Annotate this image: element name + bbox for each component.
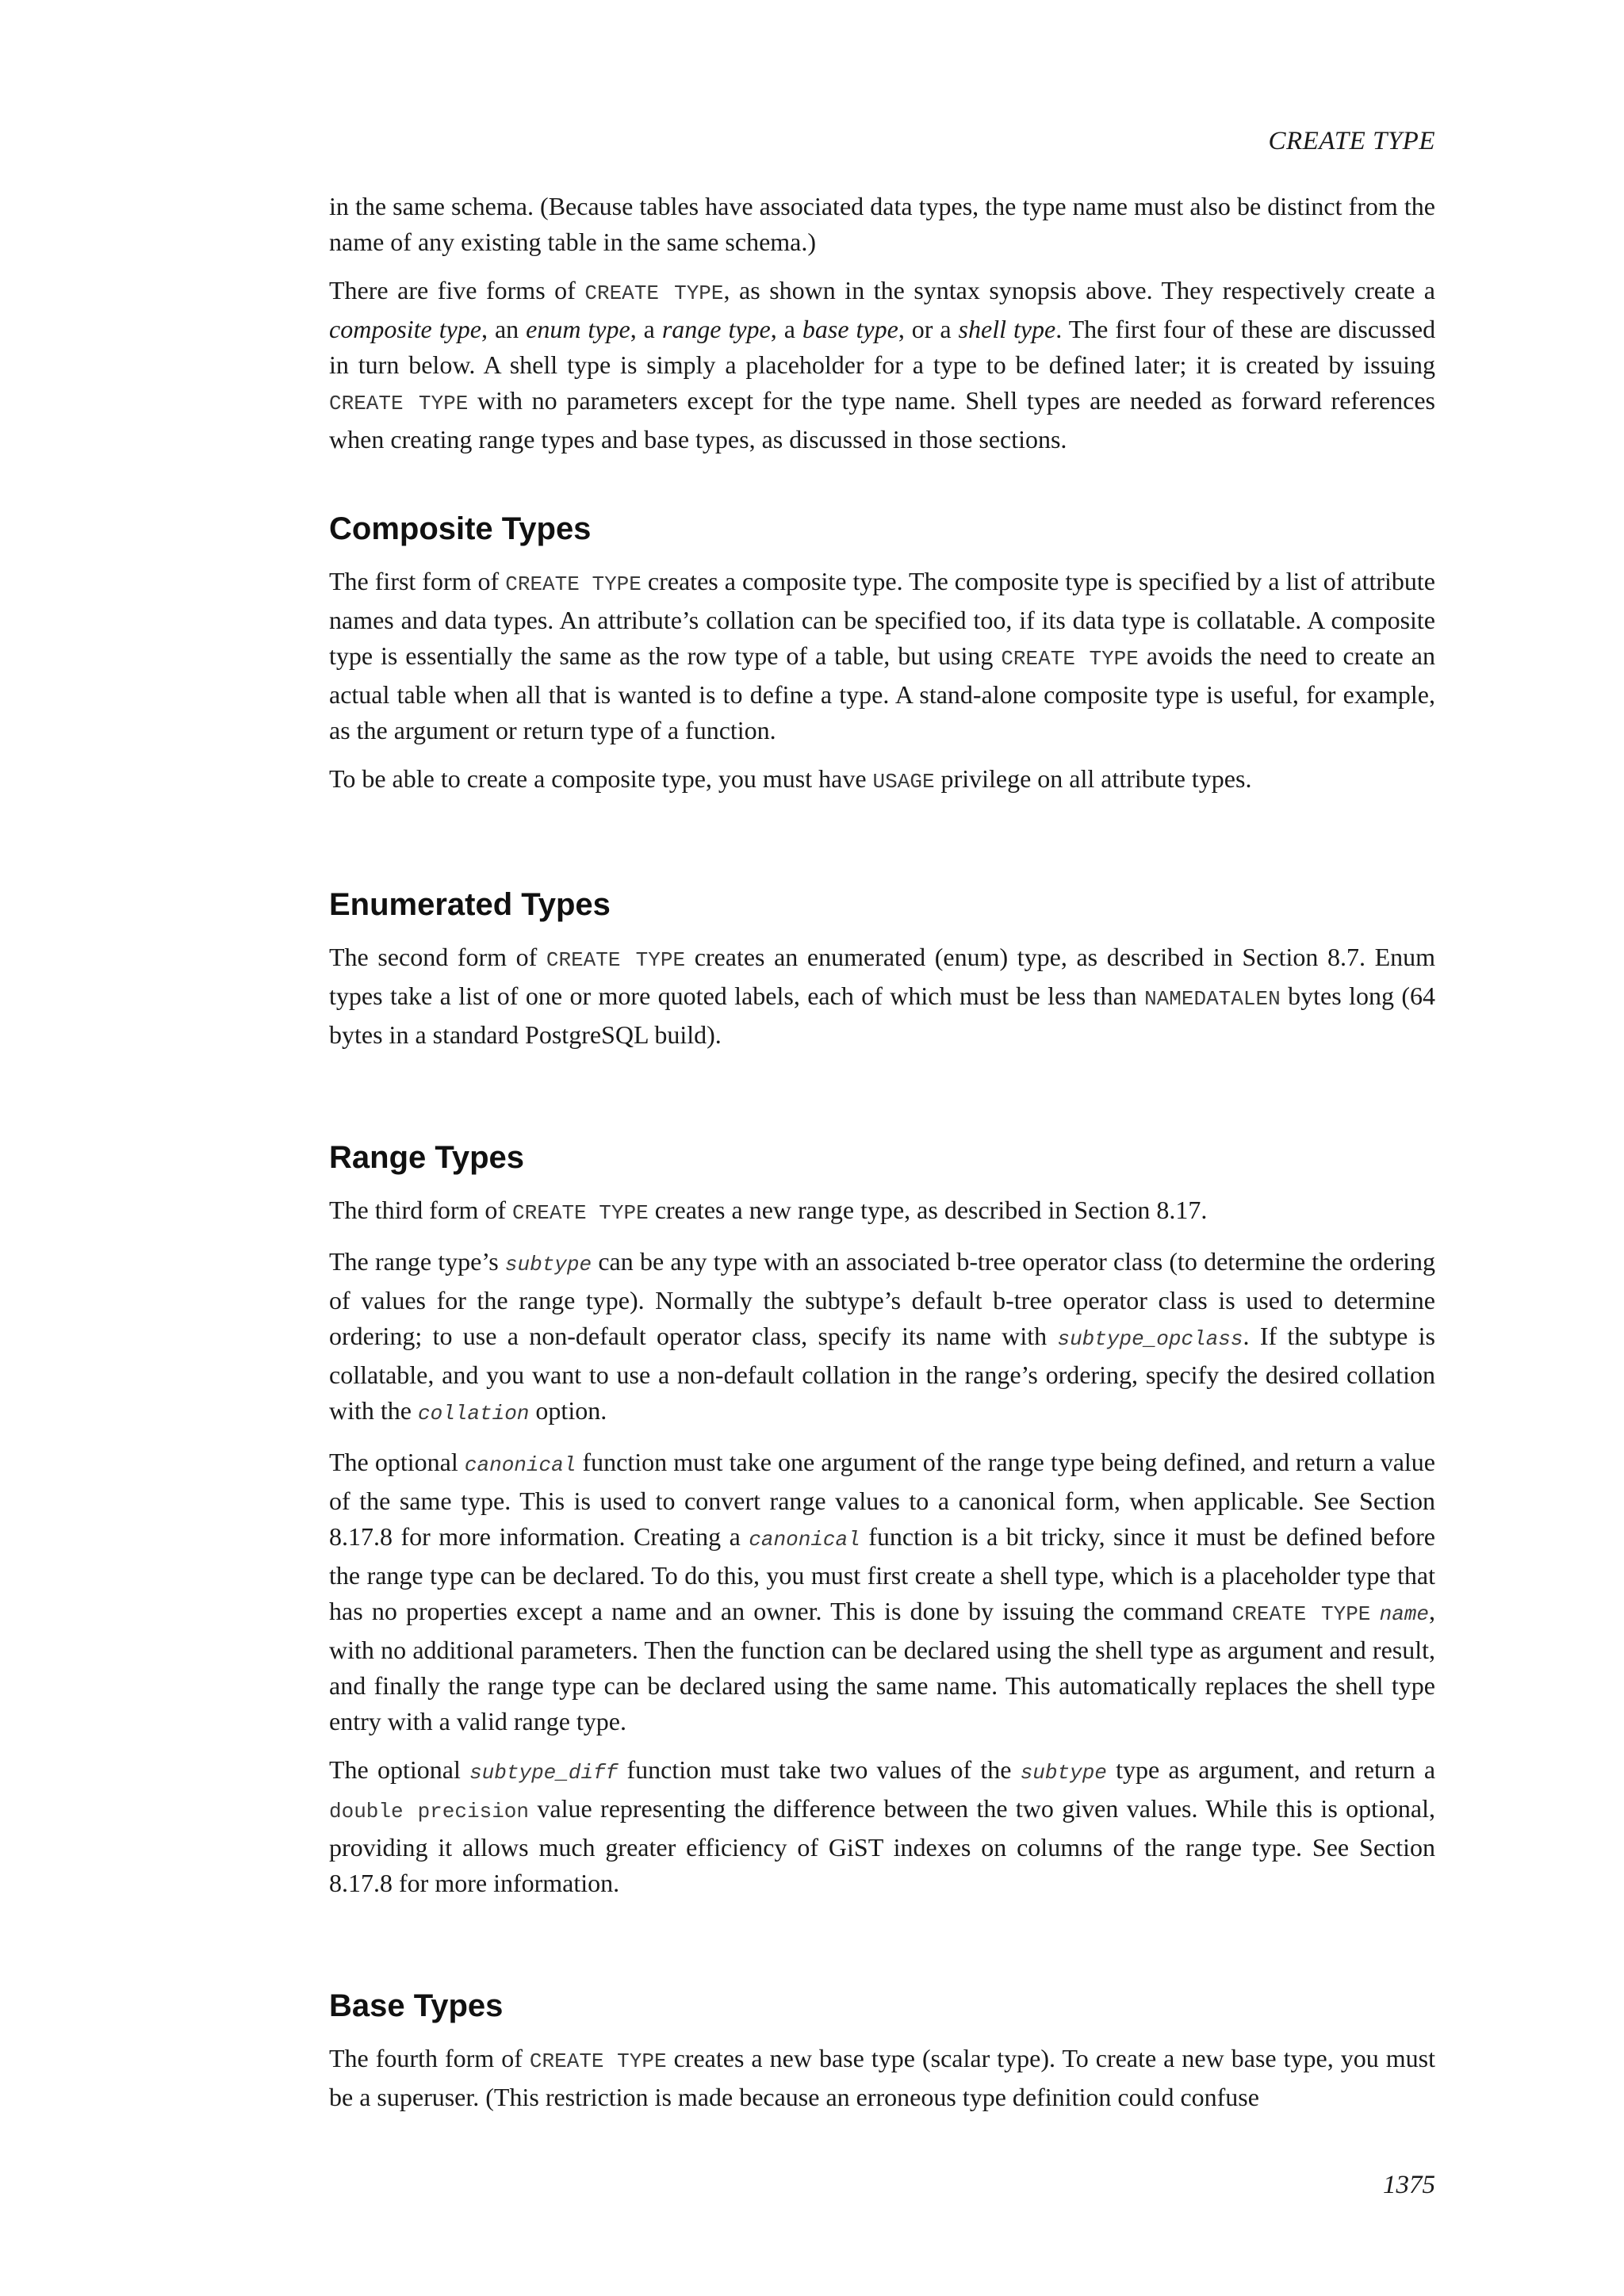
text-run: The first form of	[329, 567, 506, 595]
intro-paragraph-1: in the same schema. (Because tables have associated data types, the type name must also be distinct from the name of any existing table in the same schema.)	[329, 192, 1435, 256]
text-run: can be any type with an associated b-tree operator class (to determine the ordering of values for the range type). Normally the subtype’s default b-tree operator class is used to determine ordering; to use a non-default operator class, specify its name with	[329, 1247, 1436, 1350]
text-run: range type	[661, 315, 771, 343]
param-subtype: subtype	[1020, 1761, 1107, 1785]
text-run: The range type’s	[329, 1247, 505, 1276]
text-run: type as argument, and return a	[1106, 1755, 1436, 1784]
text-run: value representing the difference between the two given values. While this is optional, providing it allows much greater efficiency of GiST indexes on columns of the range type. See Section 8.17.8 for more information.	[329, 1794, 1436, 1897]
text-run: function must take two values of the	[618, 1755, 1021, 1784]
page-number: 1375	[1383, 2171, 1435, 2199]
text-run: The third form of	[329, 1196, 513, 1224]
text-run: . The first four of these are discussed in turn below. A shell type is simply a placeholder for a type to be defined later; it is created by issuing	[329, 315, 1436, 379]
code-create-type: CREATE TYPE	[546, 948, 686, 972]
text-run: avoids the need to create an actual table when all that is wanted is to define a type. A stand-alone composite type is useful, for example, as the argument or return type of a function.	[329, 641, 1435, 744]
text-run: , or a	[898, 315, 959, 343]
text-run: function must take one argument of the range type being defined, and return a value of the same type. This is used to convert range values to a canonical form, when applicable. See Section 8.17.8 for more information. Creating a	[329, 1448, 1436, 1551]
text-run: shell type	[958, 315, 1056, 343]
intro-paragraph-2	[329, 273, 1435, 457]
code-create-type: CREATE TYPE	[529, 2049, 667, 2073]
text-run: option.	[529, 1396, 607, 1425]
code-double-precision: double precision	[329, 1800, 530, 1823]
param-subtype-diff: subtype_diff	[469, 1761, 619, 1785]
text-run: , with no additional parameters. Then the function can be declared using the shell type as argument and result, and finally the range type can be declared using the same name. This automatically replaces the shell type entry with a valid range type.	[329, 1597, 1436, 1735]
running-header: CREATE TYPE	[1268, 127, 1435, 155]
code-create-type: CREATE TYPE	[512, 1201, 649, 1225]
range-paragraph-4	[329, 1752, 1435, 1901]
param-collation: collation	[417, 1402, 530, 1425]
text-run: enum type	[526, 315, 630, 343]
section-heading-range: Range Types	[329, 1140, 524, 1175]
range-paragraph-3	[329, 1445, 1435, 1739]
text-run: , a	[770, 315, 802, 343]
code-namedatalen: NAMEDATALEN	[1144, 987, 1281, 1011]
code-usage: USAGE	[872, 770, 935, 794]
code-create-type: CREATE TYPE	[1001, 647, 1139, 671]
base-paragraph-1	[329, 2041, 1435, 2115]
text-run: , a	[630, 315, 662, 343]
text-run: The second form of	[329, 943, 546, 971]
section-heading-composite: Composite Types	[329, 511, 592, 546]
text-run: There are five forms of	[329, 276, 585, 304]
text-run: creates a composite type. The composite type is specified by a list of attribute names and data types. An attribute’s collation can be specified too, if its data type is collatable. A composite type is essentially the same as the row type of a table, but using	[329, 567, 1436, 670]
text-run: with no parameters except for the type name. Shell types are needed as forward references when creating range types and base types, as discussed in those sections.	[329, 386, 1435, 453]
param-subtype-opclass: subtype_opclass	[1057, 1327, 1243, 1351]
code-create-type: CREATE TYPE	[329, 392, 469, 415]
enumerated-paragraph-1	[329, 939, 1435, 1053]
text-run: composite type	[329, 315, 482, 343]
section-heading-base: Base Types	[329, 1988, 504, 2023]
text-run: base type	[802, 315, 898, 343]
text-run: privilege on all attribute types.	[934, 764, 1252, 793]
code-create-type: CREATE TYPE	[584, 281, 724, 305]
code-create-type: CREATE TYPE	[1231, 1602, 1371, 1626]
section-heading-enumerated: Enumerated Types	[329, 887, 611, 922]
range-paragraph-2	[329, 1244, 1435, 1432]
composite-paragraph-2	[329, 761, 1435, 800]
param-name: name	[1379, 1602, 1430, 1626]
param-canonical: canonical	[749, 1528, 860, 1552]
text-run: creates a new range type, as described in Section 8.17.	[648, 1196, 1208, 1224]
text-run: creates an enumerated (enum) type, as described in Section 8.7. Enum types take a list of one or more quoted labels, each of which must be less than	[329, 943, 1436, 1010]
text-run: function is a bit tricky, since it must be defined before the range type can be declared. To do this, you must first create a shell type, which is a placeholder type that has no properties except a name and an owner. This is done by issuing the command	[329, 1522, 1436, 1625]
page-content	[329, 189, 1435, 2128]
text-run: The fourth form of	[329, 2044, 530, 2072]
text-run: . If the subtype is collatable, and you want to use a non-default collation in the range’s ordering, specify the desired collation with the	[329, 1322, 1436, 1425]
param-canonical: canonical	[464, 1453, 576, 1477]
param-subtype: subtype	[504, 1253, 592, 1276]
text-run: , an	[481, 315, 527, 343]
text-run: The optional	[329, 1755, 470, 1784]
code-create-type: CREATE TYPE	[505, 572, 642, 596]
text-run: To be able to create a composite type, you must have	[329, 764, 873, 793]
range-paragraph-1	[329, 1192, 1435, 1231]
composite-paragraph-1	[329, 564, 1435, 748]
text-run: The optional	[329, 1448, 465, 1476]
text-run: creates a new base type (scalar type). To create a new base type, you must be a superuser. (This restriction is made because an erroneous type definition could confuse	[329, 2044, 1435, 2111]
text-run: , as shown in the syntax synopsis above. They respectively create a	[723, 276, 1436, 304]
text-run: bytes long (64 bytes in a standard PostgreSQL build).	[329, 982, 1436, 1049]
